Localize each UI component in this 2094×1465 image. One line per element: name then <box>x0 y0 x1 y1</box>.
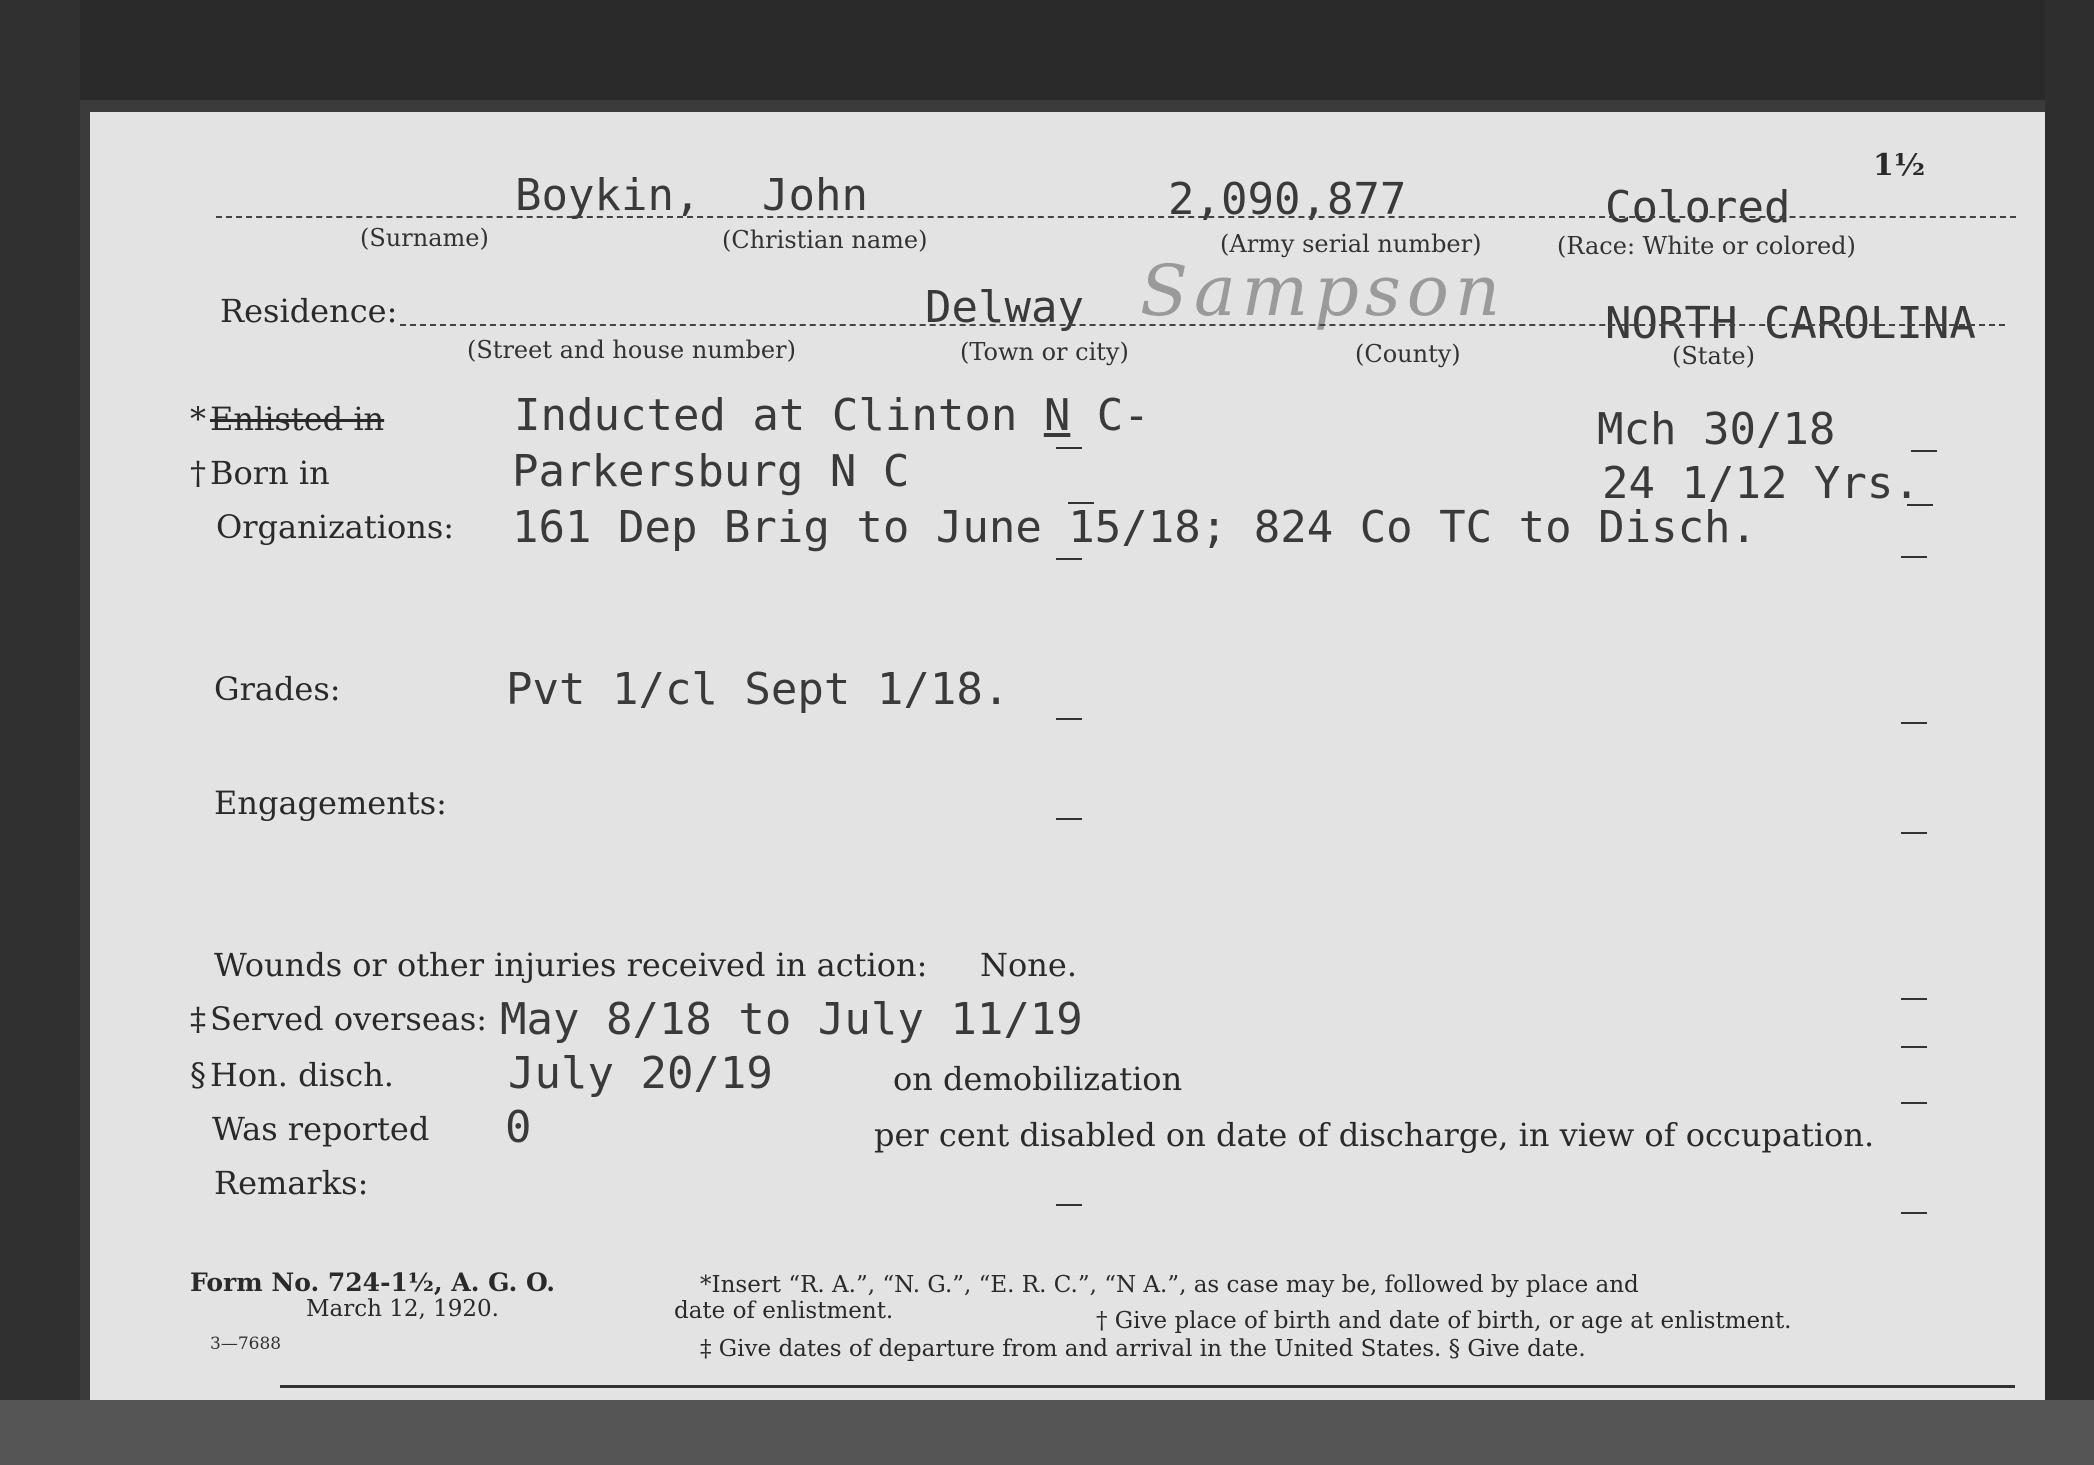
blank-mark <box>1901 556 1927 558</box>
footnote-birth: † Give place of birth and date of birth, or age at enlistment. <box>1096 1308 1792 1334</box>
residence-county-handwritten: Sampson <box>1140 250 1507 332</box>
organizations-value: 161 Dep Brig to June 15/18; 824 Co TC to Disch. <box>512 502 1758 553</box>
discharge-label: Hon. disch. <box>210 1056 394 1094</box>
serial-caption: (Army serial number) <box>1220 230 1482 258</box>
residence-label: Residence: <box>220 292 398 330</box>
form-number: Form No. 724-1½, A. G. O. <box>190 1268 556 1297</box>
christian-caption: (Christian name) <box>722 226 928 254</box>
engagements-label: Engagements: <box>214 784 447 822</box>
footer-rule <box>280 1385 2015 1388</box>
born-age: 24 1/12 Yrs. <box>1602 458 1920 509</box>
residence-town: Delway <box>925 282 1084 333</box>
scan-background-left <box>0 0 80 1465</box>
race-caption: (Race: White or colored) <box>1557 232 1856 260</box>
surname-caption: (Surname) <box>360 224 489 252</box>
header-dotted-line <box>216 216 2016 218</box>
street-caption: (Street and house number) <box>467 336 796 364</box>
service-record-card <box>90 112 2045 1400</box>
remarks-label: Remarks: <box>214 1164 369 1202</box>
reported-label: Was reported <box>212 1110 430 1148</box>
serial-number-value: 2,090,877 <box>1168 174 1407 225</box>
residence-dotted-line <box>400 324 2005 326</box>
blank-mark <box>1911 450 1937 452</box>
blank-mark <box>1056 447 1082 449</box>
blank-mark <box>1901 1102 1927 1104</box>
grades-value: Pvt 1/cl Sept 1/18. <box>506 664 1010 715</box>
reported-value: 0 <box>505 1102 532 1153</box>
discharge-date: July 20/19 <box>508 1048 773 1099</box>
enlisted-value: Inducted at Clinton N C- <box>514 390 1150 441</box>
blank-mark <box>1901 1212 1927 1214</box>
overseas-label: Served overseas: <box>210 1000 488 1038</box>
reported-note: per cent disabled on date of discharge, in view of occupation. <box>874 1116 1875 1154</box>
blank-mark <box>1056 1204 1082 1206</box>
card-fraction: 1½ <box>1873 148 1926 183</box>
surname-value: Boykin, <box>515 170 701 221</box>
state-caption: (State) <box>1672 342 1755 370</box>
blank-mark <box>1907 504 1933 506</box>
scan-background-top <box>0 0 2094 100</box>
christian-name-value: John <box>762 170 868 221</box>
footnote-insert: *Insert “R. A.”, “N. G.”, “E. R. C.”, “N A.”, as case may be, followed by place and <box>700 1272 1639 1298</box>
organizations-label: Organizations: <box>216 508 455 546</box>
enlisted-label: Enlisted in <box>210 400 385 438</box>
blank-mark <box>1056 818 1082 820</box>
blank-mark <box>1056 718 1082 720</box>
race-value: Colored <box>1605 182 1791 233</box>
discharge-note: on demobilization <box>893 1060 1183 1098</box>
county-caption: (County) <box>1355 340 1461 368</box>
born-label: Born in <box>210 454 330 492</box>
blank-mark <box>1901 998 1927 1000</box>
overseas-prefix: ‡ <box>190 1000 206 1038</box>
blank-mark <box>1056 558 1082 560</box>
scan-background-right <box>2045 0 2094 1465</box>
print-code: 3—7688 <box>210 1334 282 1354</box>
discharge-prefix: § <box>190 1056 206 1094</box>
residence-state: NORTH CAROLINA <box>1605 298 1976 349</box>
wounds-label: Wounds or other injuries received in action: <box>214 946 928 984</box>
town-caption: (Town or city) <box>960 338 1129 366</box>
blank-mark <box>1068 502 1094 504</box>
born-prefix: † <box>190 454 206 492</box>
overseas-value: May 8/18 to July 11/19 <box>500 994 1083 1045</box>
enlisted-date: Mch 30/18 <box>1597 404 1836 455</box>
blank-mark <box>1901 832 1927 834</box>
blank-mark <box>1901 1046 1927 1048</box>
blank-mark <box>1901 722 1927 724</box>
grades-label: Grades: <box>214 670 341 708</box>
form-date: March 12, 1920. <box>306 1296 499 1322</box>
wounds-value: None. <box>980 946 1077 984</box>
enlisted-prefix: * <box>190 400 206 438</box>
born-value: Parkersburg N C <box>512 446 910 497</box>
footnote-enlistment: date of enlistment. <box>674 1298 894 1324</box>
scan-background-bottom <box>0 1400 2094 1465</box>
footnote-overseas: ‡ Give dates of departure from and arrival in the United States. § Give date. <box>700 1336 1586 1362</box>
